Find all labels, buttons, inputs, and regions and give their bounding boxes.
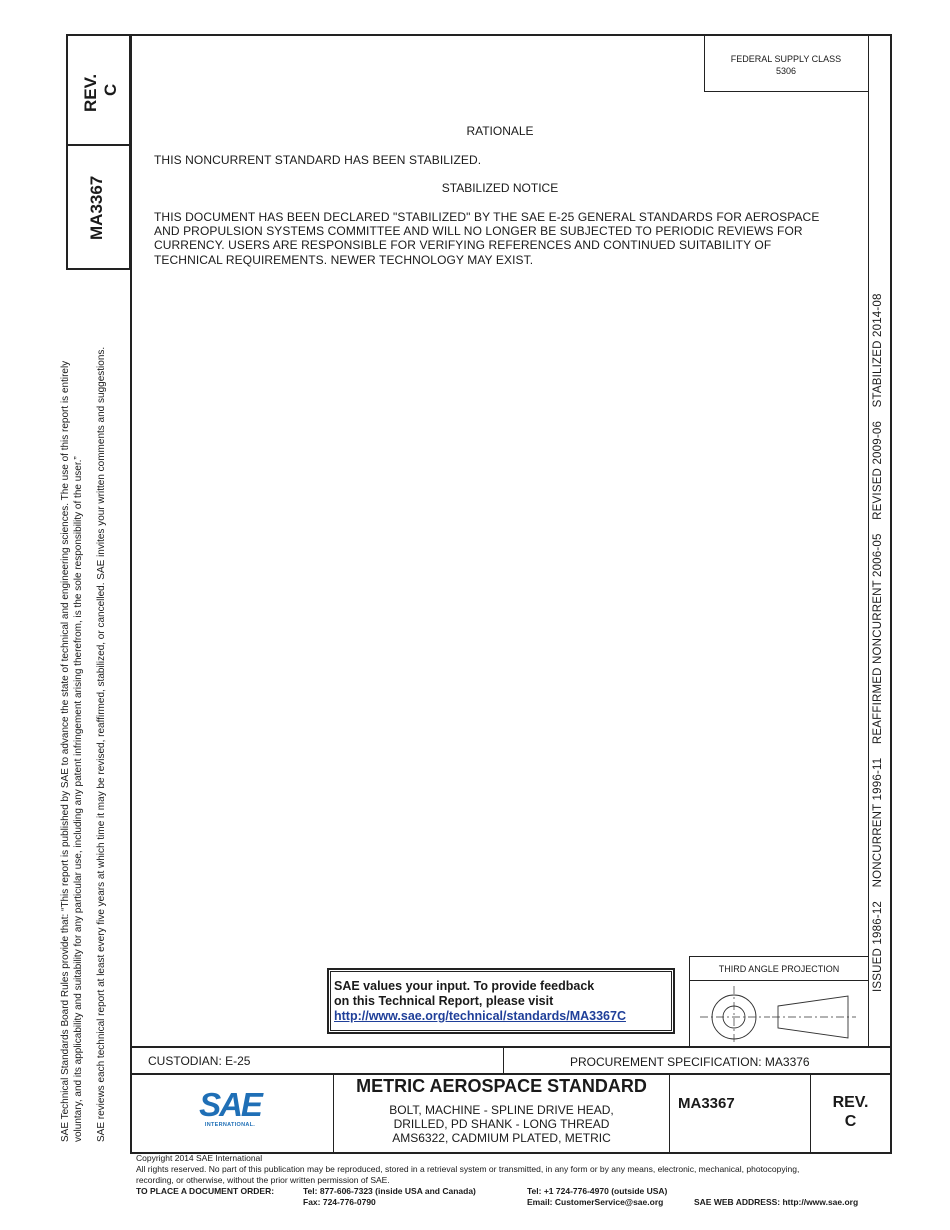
stabilized-line-3: CURRENCY. USERS ARE RESPONSIBLE FOR VERIFYING REFERENCES AND CONTINUED SUITABILITY OF xyxy=(154,238,772,252)
history-column-divider xyxy=(868,34,869,1046)
title-block-doc-number: MA3367 xyxy=(678,1095,735,1112)
footer-copyright: Copyright 2014 SAE International xyxy=(136,1153,263,1163)
desc-line-3: AMS6322, CADMIUM PLATED, METRIC xyxy=(392,1131,611,1145)
footer-web-address: SAE WEB ADDRESS: http://www.sae.org xyxy=(694,1197,859,1207)
stabilized-heading: STABILIZED NOTICE xyxy=(441,181,559,195)
title-block-rev-label: REV. xyxy=(832,1094,869,1111)
sae-logo-subtext: INTERNATIONAL. xyxy=(204,1122,256,1128)
footer-rights-line-1: All rights reserved. No part of this publication may be reproduced, stored in a retrieval system or transmitted, in any form or by any means, electronic, mechanical, photocopying, xyxy=(136,1164,800,1174)
custodian-label: CUSTODIAN: E-25 xyxy=(148,1054,251,1068)
footer-order-label: TO PLACE A DOCUMENT ORDER: xyxy=(136,1186,275,1196)
side-rev-label: REV. xyxy=(81,73,100,112)
footer-rights-line-2: recording, or otherwise, without the prior written permission of SAE. xyxy=(136,1175,390,1185)
title-block-row-divider xyxy=(130,1073,892,1075)
stabilized-line-1: THIS DOCUMENT HAS BEEN DECLARED "STABILIZED" BY THE SAE E-25 GENERAL STANDARDS FOR AEROSPACE xyxy=(154,210,820,224)
feedback-line-1: SAE values your input. To provide feedback xyxy=(334,979,595,993)
side-notice-line-1: SAE Technical Standards Board Rules provide that: “This report is published by SAE to advance the state of technical and engineering sciences. The use of this report is entirely xyxy=(60,360,71,1142)
desc-divider xyxy=(669,1074,670,1153)
side-doc-number: MA3367 xyxy=(87,175,106,240)
feedback-line-2: on this Technical Report, please visit xyxy=(334,994,554,1008)
document-history: ISSUED 1986-12 NONCURRENT 1996-11 REAFFIRMED NONCURRENT 2006-05 REVISED 2009-06 STABILIZED 2014-08 xyxy=(872,293,884,992)
side-notice-line-2: voluntary, and its applicability and suitability for any particular use, including any patent infringement arising therefrom, is the sole responsibility of the user.” xyxy=(73,456,84,1142)
footer-email: Email: CustomerService@sae.org xyxy=(527,1197,664,1207)
feedback-link[interactable]: http://www.sae.org/technical/standards/MA3367C xyxy=(334,1009,626,1023)
main-frame-right xyxy=(890,34,892,1154)
side-rev-value: C xyxy=(101,83,120,96)
footer-tel-us: Tel: 877-606-7323 (inside USA and Canada) xyxy=(303,1186,476,1196)
procurement-spec: PROCUREMENT SPECIFICATION: MA3376 xyxy=(570,1055,810,1069)
desc-line-1: BOLT, MACHINE - SPLINE DRIVE HEAD, xyxy=(389,1103,614,1117)
stabilized-line-2: AND PROPULSION SYSTEMS COMMITTEE AND WILL NO LONGER BE SUBJECTED TO PERIODIC REVIEWS FOR xyxy=(154,224,803,238)
rationale-text: THIS NONCURRENT STANDARD HAS BEEN STABILIZED. xyxy=(154,153,482,167)
desc-line-2: DRILLED, PD SHANK - LONG THREAD xyxy=(393,1117,610,1131)
main-frame-left xyxy=(130,34,132,1154)
rationale-heading: RATIONALE xyxy=(466,124,534,138)
third-angle-projection-icon xyxy=(694,984,864,1044)
side-notice-line-3: SAE reviews each technical report at least every five years at which time it may be revised, reaffirmed, stabilized, or cancelled. SAE invites your written comments and suggestions. xyxy=(96,346,107,1142)
title-block-rev-value: C xyxy=(844,1113,857,1130)
footer-tel-intl: Tel: +1 724-776-4970 (outside USA) xyxy=(527,1186,668,1196)
stabilized-line-4: TECHNICAL REQUIREMENTS. NEWER TECHNOLOGY MAY EXIST. xyxy=(154,253,534,267)
custodian-divider xyxy=(503,1047,504,1074)
standard-title: METRIC AEROSPACE STANDARD xyxy=(356,1076,647,1096)
projection-label: THIRD ANGLE PROJECTION xyxy=(718,964,840,974)
federal-supply-class-label: FEDERAL SUPPLY CLASS xyxy=(730,54,842,64)
federal-supply-class-value: 5306 xyxy=(775,66,797,76)
title-block-top xyxy=(130,1046,892,1048)
sae-logo xyxy=(190,1088,270,1128)
projection-divider xyxy=(689,980,869,981)
footer-fax: Fax: 724-776-0790 xyxy=(303,1197,376,1207)
sae-logo-mark: SAE xyxy=(199,1086,261,1123)
